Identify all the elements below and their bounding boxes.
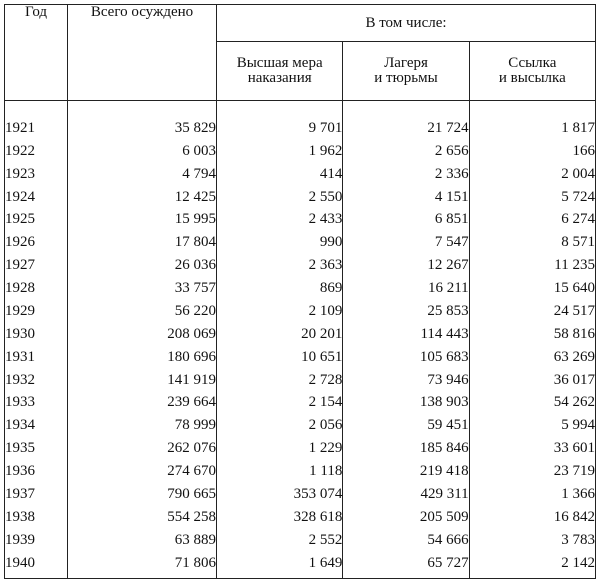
cell-total: 56 220 [68,300,217,323]
cell-total: 78 999 [68,414,217,437]
cell-year: 1938 [5,506,68,529]
cell-execution: 414 [217,163,343,186]
table-row [5,140,596,163]
header-year: Год [5,5,68,101]
header-exile-line1: Ссылка [508,55,557,71]
cell-year: 1922 [5,140,68,163]
table-row [5,300,596,323]
cell-exile: 5 994 [469,414,595,437]
cell-camps: 4 151 [343,186,469,209]
cell-execution: 2 363 [217,254,343,277]
table-row [5,483,596,506]
table-row [5,460,596,483]
cell-exile: 3 783 [469,529,595,552]
cell-year: 1930 [5,323,68,346]
cell-exile: 2 142 [469,552,595,579]
cell-exile: 33 601 [469,437,595,460]
cell-exile: 166 [469,140,595,163]
cell-camps: 16 211 [343,277,469,300]
convictions-table [4,4,596,579]
cell-year: 1934 [5,414,68,437]
cell-year: 1940 [5,552,68,579]
cell-total: 6 003 [68,140,217,163]
table-row [5,163,596,186]
cell-camps: 21 724 [343,117,469,140]
cell-exile: 36 017 [469,369,595,392]
cell-total: 790 665 [68,483,217,506]
cell-camps: 429 311 [343,483,469,506]
table-row [5,117,596,140]
cell-camps: 138 903 [343,392,469,415]
cell-year: 1928 [5,277,68,300]
cell-year: 1933 [5,392,68,415]
cell-execution: 2 056 [217,414,343,437]
table-row [5,277,596,300]
cell-total: 274 670 [68,460,217,483]
cell-execution: 10 651 [217,346,343,369]
table-row [5,506,596,529]
cell-exile: 2 004 [469,163,595,186]
table-row [5,186,596,209]
cell-execution: 990 [217,231,343,254]
cell-execution: 869 [217,277,343,300]
cell-exile: 11 235 [469,254,595,277]
cell-camps: 73 946 [343,369,469,392]
cell-execution: 2 552 [217,529,343,552]
cell-total: 71 806 [68,552,217,579]
table-row [5,323,596,346]
cell-execution: 2 154 [217,392,343,415]
cell-camps: 25 853 [343,300,469,323]
cell-year: 1921 [5,117,68,140]
header-camps-line2: и тюрьмы [374,70,438,86]
cell-camps: 219 418 [343,460,469,483]
cell-year: 1936 [5,460,68,483]
cell-total: 33 757 [68,277,217,300]
cell-execution: 1 229 [217,437,343,460]
cell-year: 1937 [5,483,68,506]
cell-execution: 353 074 [217,483,343,506]
header-row-top [5,5,596,42]
cell-exile: 63 269 [469,346,595,369]
cell-exile: 54 262 [469,392,595,415]
cell-total: 141 919 [68,369,217,392]
table-row [5,414,596,437]
cell-camps: 6 851 [343,209,469,232]
cell-exile: 23 719 [469,460,595,483]
cell-total: 262 076 [68,437,217,460]
cell-camps: 105 683 [343,346,469,369]
cell-execution: 2 433 [217,209,343,232]
cell-year: 1925 [5,209,68,232]
table-body [5,101,596,579]
table-row [5,231,596,254]
cell-execution: 328 618 [217,506,343,529]
cell-camps: 2 336 [343,163,469,186]
cell-camps: 65 727 [343,552,469,579]
cell-total: 12 425 [68,186,217,209]
cell-year: 1935 [5,437,68,460]
cell-total: 17 804 [68,231,217,254]
header-camps [343,42,469,101]
cell-year: 1932 [5,369,68,392]
cell-camps: 7 547 [343,231,469,254]
cell-year: 1926 [5,231,68,254]
cell-year: 1931 [5,346,68,369]
cell-total: 554 258 [68,506,217,529]
header-camps-line1: Лагеря [384,55,428,71]
cell-exile: 15 640 [469,277,595,300]
cell-year: 1939 [5,529,68,552]
header-execution [217,42,343,101]
cell-year: 1923 [5,163,68,186]
table-row [5,209,596,232]
cell-execution: 2 550 [217,186,343,209]
cell-execution: 1 649 [217,552,343,579]
cell-year: 1924 [5,186,68,209]
cell-execution: 1 118 [217,460,343,483]
cell-exile: 58 816 [469,323,595,346]
cell-exile: 24 517 [469,300,595,323]
header-exile [469,42,595,101]
header-exile-line2: и высылка [498,70,566,86]
cell-camps: 114 443 [343,323,469,346]
cell-execution: 2 728 [217,369,343,392]
cell-total: 208 069 [68,323,217,346]
header-execution-line2: наказания [247,70,312,86]
table-row [5,552,596,579]
cell-camps: 2 656 [343,140,469,163]
cell-exile: 1 366 [469,483,595,506]
header-execution-line1: Высшая мера [236,55,323,71]
cell-exile: 5 724 [469,186,595,209]
table-row [5,392,596,415]
cell-exile: 16 842 [469,506,595,529]
table-header [5,5,596,101]
header-total: Всего осуждено [68,5,217,101]
table-row [5,369,596,392]
table-row [5,529,596,552]
cell-execution: 1 962 [217,140,343,163]
cell-camps: 205 509 [343,506,469,529]
cell-year: 1927 [5,254,68,277]
cell-execution: 9 701 [217,117,343,140]
spacer-row [5,101,596,118]
cell-execution: 20 201 [217,323,343,346]
cell-exile: 1 817 [469,117,595,140]
cell-total: 15 995 [68,209,217,232]
cell-total: 63 889 [68,529,217,552]
cell-camps: 59 451 [343,414,469,437]
cell-exile: 6 274 [469,209,595,232]
cell-execution: 2 109 [217,300,343,323]
cell-camps: 54 666 [343,529,469,552]
cell-total: 4 794 [68,163,217,186]
cell-camps: 185 846 [343,437,469,460]
cell-total: 239 664 [68,392,217,415]
table-row [5,437,596,460]
table-row [5,254,596,277]
table-row [5,346,596,369]
cell-camps: 12 267 [343,254,469,277]
cell-total: 26 036 [68,254,217,277]
cell-total: 180 696 [68,346,217,369]
cell-total: 35 829 [68,117,217,140]
cell-year: 1929 [5,300,68,323]
cell-exile: 8 571 [469,231,595,254]
header-group: В том числе: [217,5,596,42]
